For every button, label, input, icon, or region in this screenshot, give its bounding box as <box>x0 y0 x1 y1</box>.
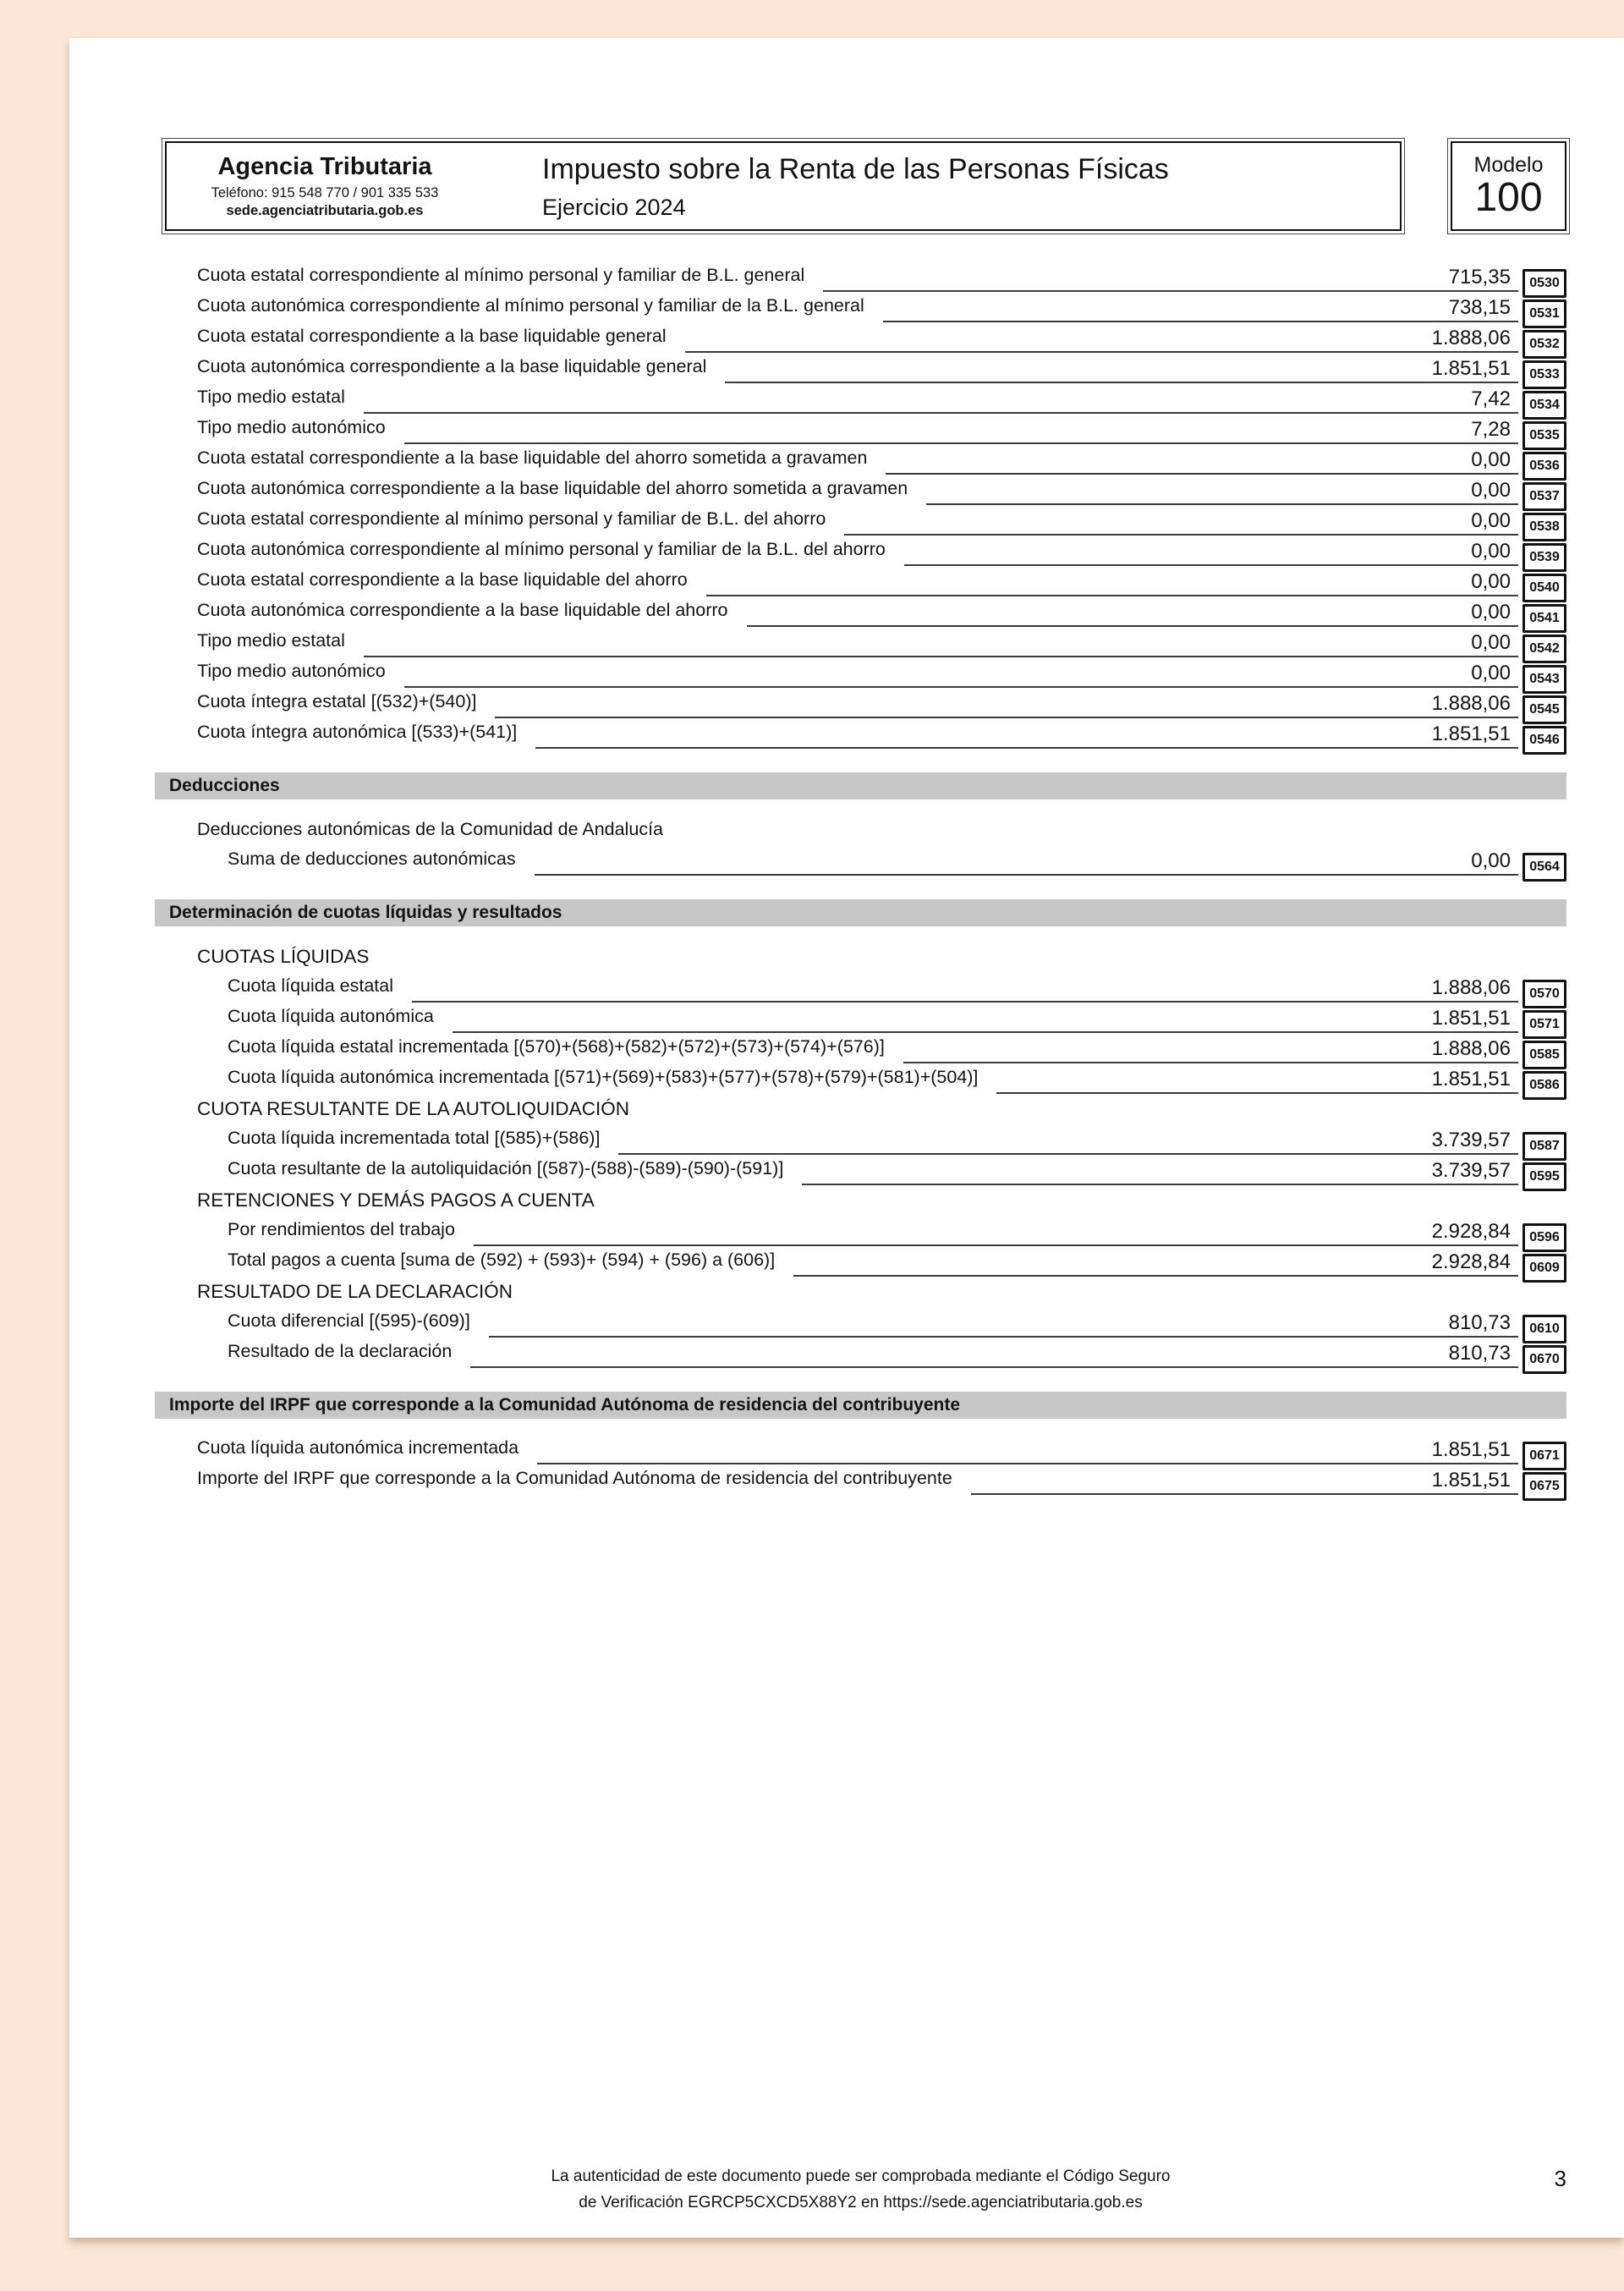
field-label: Tipo medio autonómico <box>197 417 386 437</box>
field-label: Tipo medio estatal <box>197 387 345 407</box>
field-label: Cuota estatal correspondiente al mínimo personal y familiar de B.L. del ahorro <box>197 508 826 529</box>
field-underline <box>618 1153 1409 1155</box>
field-code-box: 0531 <box>1522 299 1566 328</box>
field-value: 7,28 <box>1449 418 1518 444</box>
field-code-box: 0535 <box>1522 421 1566 450</box>
form-row <box>228 845 1566 876</box>
field-code-box: 0532 <box>1522 330 1566 359</box>
section-header: Importe del IRPF que corresponde a la Comunidad Autónoma de residencia del contribuyente <box>155 1392 1566 1419</box>
form-row <box>228 1307 1566 1338</box>
field-underline <box>823 290 1426 292</box>
field-value: 0,00 <box>1449 631 1518 657</box>
field-underline <box>364 412 1449 414</box>
field-code-box: 0545 <box>1522 695 1566 724</box>
field-value: 0,00 <box>1449 540 1518 566</box>
form-row <box>197 1464 1566 1495</box>
field-underline <box>883 321 1427 322</box>
field-underline <box>474 1244 1410 1246</box>
field-underline <box>903 1062 1410 1063</box>
field-value: 1.888,06 <box>1410 692 1518 718</box>
subsection-header: CUOTA RESULTANTE DE LA AUTOLIQUIDACIÓN <box>197 1098 629 1119</box>
form-exercise: Ejercicio 2024 <box>542 194 686 220</box>
form-title: Impuesto sobre la Renta de las Personas Físicas <box>542 152 1169 185</box>
field-underline <box>412 1001 1410 1003</box>
field-underline <box>926 503 1449 505</box>
agency-phone: Teléfono: 915 548 770 / 901 335 533 <box>211 184 439 201</box>
form-row <box>228 1246 1566 1277</box>
field-value: 7,42 <box>1449 387 1518 414</box>
field-label: Cuota estatal correspondiente a la base liquidable del ahorro sometida a gravamen <box>197 448 868 468</box>
field-underline <box>886 473 1449 475</box>
field-code-box: 0537 <box>1522 482 1566 511</box>
form-row <box>197 688 1566 718</box>
form-row <box>228 1216 1566 1246</box>
field-code-box: 0536 <box>1522 452 1566 481</box>
field-value: 1.851,51 <box>1410 722 1518 749</box>
field-underline <box>364 656 1449 657</box>
form-row <box>197 657 1566 688</box>
tax-form-page <box>69 38 1624 2238</box>
field-code-box: 0542 <box>1522 635 1566 663</box>
field-underline <box>747 625 1450 627</box>
section-header: Deducciones <box>155 772 1566 799</box>
field-underline <box>793 1275 1409 1277</box>
form-row <box>197 292 1566 322</box>
section-header: Determinación de cuotas líquidas y resultados <box>155 899 1566 926</box>
field-label: Total pagos a cuenta [suma de (592) + (593)+ (594) + (596) a (606)] <box>228 1250 776 1270</box>
field-code-box: 0610 <box>1522 1315 1566 1343</box>
field-value: 0,00 <box>1449 570 1518 596</box>
subsection-header: CUOTAS LÍQUIDAS <box>197 946 370 967</box>
field-value: 0,00 <box>1449 509 1518 536</box>
field-value: 810,73 <box>1427 1342 1518 1368</box>
form-row <box>197 353 1566 383</box>
field-label: Importe del IRPF que corresponde a la Comunidad Autónoma de residencia del contribuyente <box>197 1468 952 1488</box>
field-value: 1.851,51 <box>1410 1438 1518 1464</box>
field-underline <box>470 1366 1426 1368</box>
field-label: Cuota estatal correspondiente al mínimo personal y familiar de B.L. general <box>197 265 805 285</box>
form-row <box>197 444 1566 475</box>
field-code-box: 0675 <box>1522 1472 1566 1501</box>
field-label: Tipo medio estatal <box>197 630 345 651</box>
field-label: Cuota autonómica correspondiente a la base liquidable general <box>197 356 707 376</box>
model-number: 100 <box>1474 174 1543 220</box>
field-value: 715,35 <box>1427 266 1518 292</box>
page-number: 3 <box>1554 2166 1566 2191</box>
group-label: Deducciones autonómicas de la Comunidad de Andalucía <box>197 819 664 839</box>
field-underline <box>802 1184 1409 1185</box>
field-code-box: 0570 <box>1522 980 1566 1008</box>
field-value: 1.851,51 <box>1410 357 1518 383</box>
field-value: 1.851,51 <box>1410 1007 1518 1033</box>
form-row <box>197 505 1566 536</box>
field-label: Cuota autonómica correspondiente al mínimo personal y familiar de la B.L. del ahorro <box>197 539 886 559</box>
form-row <box>197 718 1566 749</box>
field-label: Cuota autonómica correspondiente al mínimo personal y familiar de la B.L. general <box>197 295 864 316</box>
field-underline <box>844 534 1449 536</box>
field-code-box: 0540 <box>1522 574 1566 602</box>
field-code-box: 0546 <box>1522 726 1566 755</box>
field-label: Cuota autonómica correspondiente a la base liquidable del ahorro <box>197 600 728 620</box>
form-row <box>197 414 1566 444</box>
field-underline <box>535 747 1409 749</box>
field-value: 810,73 <box>1427 1311 1518 1338</box>
field-code-box: 0587 <box>1522 1132 1566 1161</box>
form-row <box>197 566 1566 596</box>
field-label: Cuota autonómica correspondiente a la base liquidable del ahorro sometida a gravamen <box>197 478 908 498</box>
form-row <box>228 1155 1566 1185</box>
field-value: 3.739,57 <box>1410 1129 1518 1155</box>
field-code-box: 0530 <box>1522 269 1566 298</box>
field-value: 0,00 <box>1449 479 1518 505</box>
form-row <box>197 1434 1566 1464</box>
field-label: Cuota resultante de la autoliquidación [(587)-(588)-(589)-(590)-(591)] <box>228 1158 784 1178</box>
field-code-box: 0539 <box>1522 543 1566 572</box>
verification-note <box>155 2163 1566 2216</box>
field-code-box: 0538 <box>1522 513 1566 541</box>
field-code-box: 0586 <box>1522 1071 1566 1100</box>
field-label: Por rendimientos del trabajo <box>228 1219 455 1239</box>
field-label: Cuota líquida estatal <box>228 975 394 996</box>
field-code-box: 0595 <box>1522 1162 1566 1191</box>
field-value: 1.851,51 <box>1410 1068 1518 1094</box>
agency-block <box>185 153 464 218</box>
field-label: Cuota líquida estatal incrementada [(570)+(568)+(582)+(572)+(573)+(574)+(576)] <box>228 1036 885 1057</box>
field-label: Cuota íntegra estatal [(532)+(540)] <box>197 691 477 711</box>
field-underline <box>706 595 1450 596</box>
model-label: Modelo <box>1473 152 1544 177</box>
form-row <box>197 261 1566 292</box>
field-code-box: 0670 <box>1522 1345 1566 1374</box>
field-code-box: 0585 <box>1522 1041 1566 1069</box>
field-code-box: 0533 <box>1522 360 1566 389</box>
form-row <box>197 596 1566 627</box>
field-label: Cuota diferencial [(595)-(609)] <box>228 1310 470 1331</box>
field-label: Cuota estatal correspondiente a la base liquidable del ahorro <box>197 569 688 590</box>
form-content <box>69 38 1624 1495</box>
field-code-box: 0571 <box>1522 1010 1566 1039</box>
field-value: 2.928,84 <box>1410 1250 1518 1277</box>
field-value: 1.851,51 <box>1410 1469 1518 1495</box>
form-row <box>228 1124 1566 1155</box>
field-code-box: 0564 <box>1522 853 1566 882</box>
agency-name: Agencia Tributaria <box>217 153 432 181</box>
field-value: 0,00 <box>1449 849 1518 876</box>
form-row <box>197 383 1566 414</box>
field-underline <box>685 351 1410 353</box>
field-underline <box>537 1463 1410 1464</box>
field-label: Cuota íntegra autonómica [(533)+(541)] <box>197 722 518 742</box>
form-body <box>155 261 1566 1495</box>
field-value: 0,00 <box>1449 601 1518 627</box>
field-label: Cuota estatal correspondiente a la base liquidable general <box>197 326 667 346</box>
field-underline <box>904 564 1449 566</box>
form-row <box>228 1063 1566 1094</box>
form-row <box>197 475 1566 505</box>
form-row <box>228 1338 1566 1368</box>
field-label: Cuota líquida autonómica incrementada <box>197 1437 519 1458</box>
field-underline <box>996 1092 1409 1094</box>
field-value: 738,15 <box>1427 296 1518 322</box>
form-row <box>228 1003 1566 1033</box>
field-code-box: 0543 <box>1522 665 1566 694</box>
field-value: 1.888,06 <box>1410 327 1518 353</box>
model-box <box>1451 141 1566 231</box>
form-header-box <box>165 141 1402 231</box>
field-underline <box>489 1336 1427 1338</box>
verification-note-line2: de Verificación EGRCP5CXCD5X88Y2 en https://sede.agenciatributaria.gob.es <box>579 2194 1143 2211</box>
field-value: 1.888,06 <box>1410 976 1518 1003</box>
field-underline <box>404 442 1450 444</box>
field-code-box: 0609 <box>1522 1254 1566 1283</box>
field-underline <box>535 874 1450 876</box>
subsection-header: RESULTADO DE LA DECLARACIÓN <box>197 1281 513 1302</box>
field-label: Cuota líquida autonómica <box>228 1006 434 1026</box>
field-underline <box>404 686 1450 688</box>
field-label: Resultado de la declaración <box>228 1341 453 1361</box>
field-value: 1.888,06 <box>1410 1037 1518 1063</box>
form-title-block <box>542 152 1169 221</box>
field-code-box: 0596 <box>1522 1223 1566 1252</box>
form-row <box>197 627 1566 657</box>
field-underline <box>453 1031 1410 1033</box>
form-row <box>228 972 1566 1003</box>
field-label: Cuota líquida autonómica incrementada [(571)+(569)+(583)+(577)+(578)+(579)+(581)+(504)] <box>228 1067 979 1087</box>
field-label: Cuota líquida incrementada total [(585)+(586)] <box>228 1128 601 1148</box>
field-value: 0,00 <box>1449 448 1518 475</box>
field-value: 0,00 <box>1449 662 1518 688</box>
subsection-header: RETENCIONES Y DEMÁS PAGOS A CUENTA <box>197 1189 595 1211</box>
form-row <box>197 322 1566 353</box>
field-label: Tipo medio autonómico <box>197 661 386 681</box>
field-value: 2.928,84 <box>1410 1220 1518 1246</box>
field-value: 3.739,57 <box>1410 1159 1518 1185</box>
field-underline <box>725 382 1409 383</box>
field-code-box: 0671 <box>1522 1442 1566 1470</box>
form-row <box>228 1033 1566 1063</box>
field-label: Suma de deducciones autonómicas <box>228 849 516 869</box>
form-header <box>155 141 1566 231</box>
agency-website: sede.agenciatributaria.gob.es <box>226 202 424 218</box>
field-underline <box>495 717 1409 718</box>
field-underline <box>971 1493 1410 1495</box>
field-code-box: 0541 <box>1522 604 1566 633</box>
field-code-box: 0534 <box>1522 391 1566 420</box>
verification-note-line1: La autenticidad de este documento puede ser comprobada mediante el Código Seguro <box>551 2167 1171 2185</box>
form-row <box>197 536 1566 566</box>
